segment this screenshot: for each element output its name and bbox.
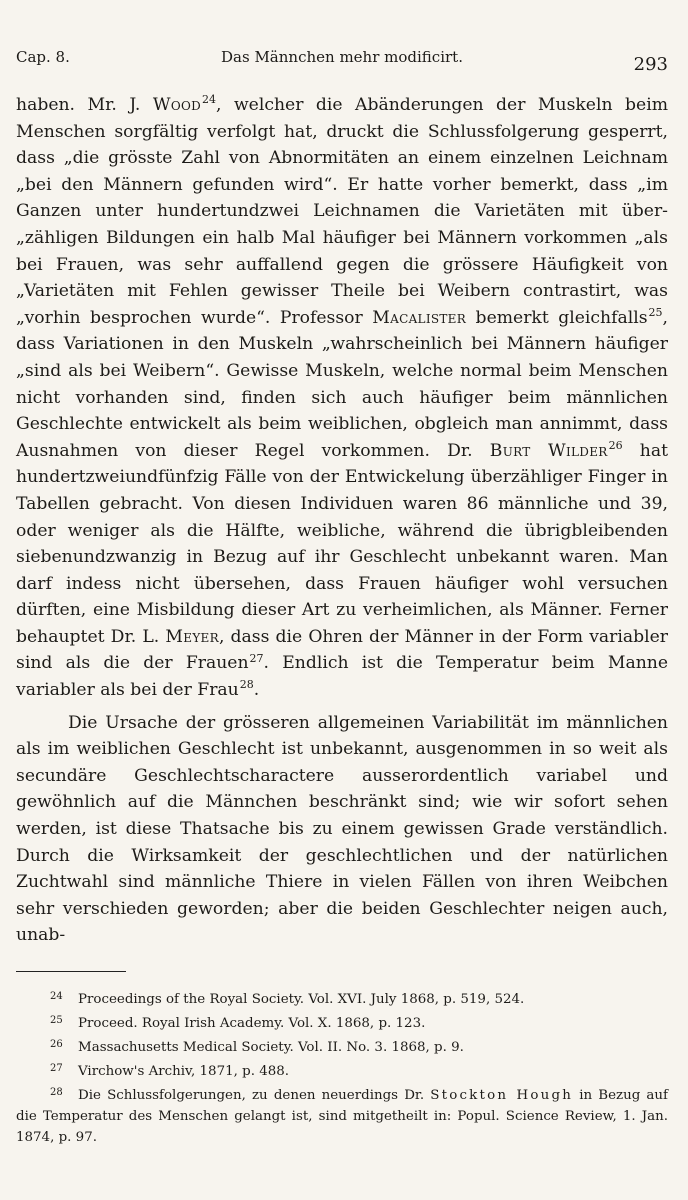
footnote-author: Stockton Hough [430,1088,574,1103]
text-run: , dass die Ohren der Männer in der Form variabler sind als die der Frauen [16,626,669,674]
page-number: 293 [633,54,668,75]
author-macalister: Macalister [372,307,467,328]
text-run: hat hundertzweiundfünfzig Fälle von der Entwickelung überzähliger Finger in Tabellen gebracht. Von diesen Individuen waren 86 männliche und 39, oder weniger als die Hälfte, weibliche, während die übrigbleibenden siebenundzwanzig in Bezug auf ihr Geschlecht unbekannt waren. Man darf indess nicht übersehen, dass Frauen häufiger wohl versuchen dürften, eine Misbildung dieser Art zu verheimlichen, als Männer. Ferner behauptet Dr. L. [16,440,668,647]
footnote-divider [16,971,126,972]
author-meyer: Meyer [165,626,219,647]
footnote-ref-26[interactable]: 26 [608,438,623,452]
footnote-text: in Bezug auf die Temperatur des Menschen gelangt ist, sind mitgetheilt in: Popul. Science Review, 1. Jan. 1874, p. 97. [16,1088,668,1145]
running-head [16,42,668,82]
author-burt-wilder: Burt Wilder [489,440,608,461]
footnote-ref-28[interactable]: 28 [239,678,254,692]
footnote-text: Massachusetts Medical Society. Vol. II. No. 3. 1868, p. 9. [78,1040,464,1055]
footnote-27 [16,1058,668,1082]
footnote-ref-27[interactable]: 27 [249,651,264,665]
footnote-text: Proceedings of the Royal Society. Vol. XVI. July 1868, p. 519, 524. [78,992,525,1007]
paragraph-1 [16,92,668,704]
text-run: , dass Variationen in den Muskeln „wahrscheinlich bei Männern häufiger „sind als bei Weibern“. Gewisse Muskeln, welche normal beim Menschen nicht vorhanden sind, finden sich auch häufiger beim männlichen Geschlechte entwickelt als beim weiblichen, obgleich man annimmt, dass Ausnahmen von dieser Regel vorkommen. Dr. [16,307,668,461]
footnote-text: Die Schlussfolgerungen, zu denen neuerdings Dr. [78,1088,431,1103]
author-wood: Wood [152,95,202,115]
footnote-25 [16,1010,668,1034]
footnote-ref-25[interactable]: 25 [648,306,663,320]
footnotes [16,986,668,1148]
footnote-text: Virchow's Archiv, 1871, p. 488. [78,1064,290,1079]
paragraph-2: Die Ursache der grösseren allgemeinen Variabilität im männlichen als im weiblichen Geschlecht ist unbekannt, ausgenommen in so weit als secundäre Geschlechtscharactere ausserordentlich variabel und gewöhnlich auf die Männchen beschränkt sind; wie wir sofort sehen werden, ist diese Thatsache bis zu einem gewissen Grade verständlich. Durch die Wirksamkeit der geschlechtlichen und der natürlichen Zuchtwahl sind männliche Thiere in vielen Fällen von ihren Weibchen sehr verschieden geworden; aber die beiden Geschlechter neigen auch, unab- [16,712,668,946]
footnote-number: 28 [50,1087,63,1098]
footnote-26 [16,1034,668,1058]
footnote-number: 24 [50,991,63,1002]
main-text [16,92,668,949]
footnote-number: 27 [50,1063,63,1074]
text-run: , welcher die Abänderungen der Muskeln beim Menschen sorgfältig verfolgt hat, druckt die Schlussfolgerung gesperrt, dass „die grösste Zahl von Abnormitäten an einem einzelnen Leichnam „bei den Männern gefunden wird“. Er hatte vorher bemerkt, dass „im Ganzen unter hundertundzwei Leichnamen die Varietäten mit über- „zähligen Bildungen ein halb Mal häufiger bei Männern vorkommen „als bei Frauen, was sehr auffallend gegen die grössere Häufigkeit von „Varietäten mit Fehlen gewisser Theile bei Weibern contrastirt, was „vorhin besprochen wurde“. Professor [16,95,668,328]
footnote-number: 26 [50,1039,63,1050]
text-run: haben. Mr. J. [16,95,153,115]
running-title: Das Männchen mehr modificirt. [221,48,463,66]
footnote-28 [16,1082,668,1148]
footnote-text: Proceed. Royal Irish Academy. Vol. X. 1868, p. 123. [78,1016,426,1031]
text-run: . [253,680,260,701]
text-run: bemerkt gleichfalls [466,307,648,328]
footnote-ref-24[interactable]: 24 [202,93,217,107]
footnote-number: 25 [50,1015,63,1026]
footnote-24 [16,986,668,1010]
text-run: . Endlich ist die Temperatur beim Manne variabler als bei der Frau [16,653,668,701]
chapter-label: Cap. 8. [16,48,70,66]
